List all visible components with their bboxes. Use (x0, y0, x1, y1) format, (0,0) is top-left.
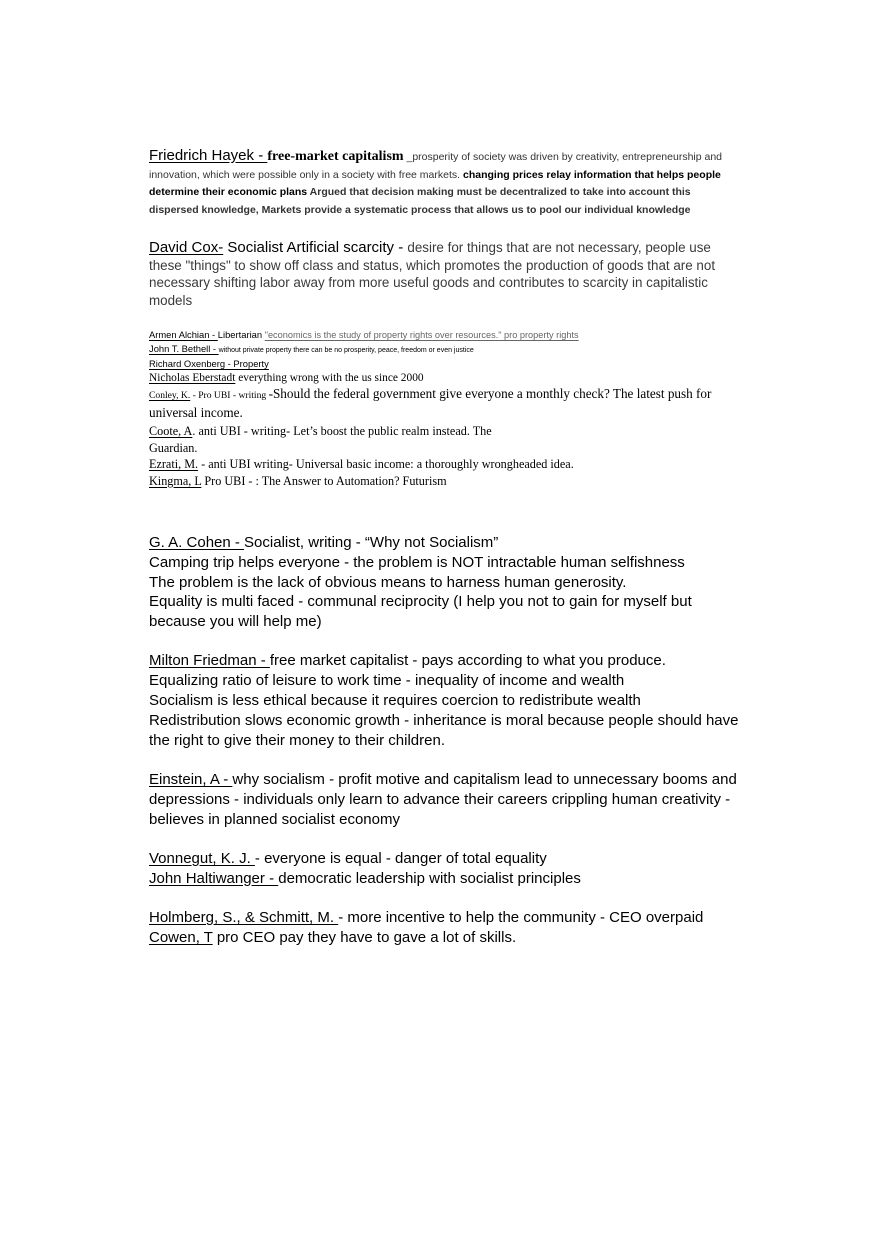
coote-text-2: Guardian. (149, 440, 198, 455)
cohen-line-1 (149, 533, 739, 553)
oxenberg-name: Richard Oxenberg - Property (149, 358, 269, 369)
friedman-line-1-text: free market capitalist - pays according to what you produce. (269, 652, 666, 670)
vonnegut-haltiwanger-section (149, 849, 739, 889)
conley-text: -Should the federal government give everyone a monthly check? The latest push for universal income. (149, 386, 712, 420)
ezrati-text: - anti UBI writing- Universal basic income: a thoroughly wrongheaded idea. (198, 457, 574, 471)
einstein-name: Einstein, A - (149, 770, 233, 788)
cohen-line-3: The problem is the lack of obvious means to harness human generosity. (149, 573, 627, 591)
conley-label: - Pro UBI - writing (190, 390, 269, 401)
cohen-line-2: Camping trip helps everyone - the problem is NOT intractable human selfishness (149, 553, 685, 571)
cox-name: David Cox- (149, 239, 224, 256)
alchian-label: Libertarian (217, 329, 265, 340)
coote-text: . anti UBI - writing- Let’s boost the public realm instead. The (192, 424, 492, 438)
friedman-line-1 (149, 651, 739, 671)
coote-name: Coote, A (149, 424, 193, 438)
holmberg-line (149, 908, 739, 928)
holmberg-name: Holmberg, S., & Schmitt, M. (149, 908, 339, 926)
haltiwanger-text: democratic leadership with socialist principles (278, 869, 581, 887)
cohen-section (149, 533, 739, 632)
vonnegut-line (149, 849, 739, 869)
haltiwanger-name: John Haltiwanger - (149, 869, 279, 887)
cohen-name: G. A. Cohen - (149, 534, 245, 551)
einstein-section (149, 770, 739, 829)
cowen-name: Cowen, T (149, 928, 213, 946)
conley-name: Conley, K. (149, 390, 191, 401)
friedman-line-3: Socialism is less ethical because it requires coercion to redistribute wealth (149, 692, 641, 710)
vonnegut-text: - everyone is equal - danger of total equality (254, 849, 547, 867)
hayek-name: Friedrich Hayek - (149, 147, 268, 164)
cowen-text: pro CEO pay they have to gave a lot of skills. (212, 928, 517, 946)
bethell-row (149, 342, 739, 357)
reference-list (149, 328, 739, 489)
ezrati-name: Ezrati, M. (149, 457, 199, 471)
friedman-section (149, 651, 739, 750)
kingma-name: Kingma, L (149, 473, 202, 488)
hayek-bold-2: Argued that decision making must be decentralized to take into account this dispersed knowledge, Markets provide a systematic process that allows us to pool our individual knowledge (149, 186, 691, 216)
friedman-line-4: Redistribution slows economic growth - inheritance is moral because people should have the right to give their money to their children. (149, 711, 739, 749)
kingma-text: Pro UBI - : The Answer to Automation? Futurism (201, 473, 447, 488)
cox-text: desire for things that are not necessary, people use these "things" to show off class and status, which promotes the production of goods that are not necessary shifting labor away from more useful goods and contributes to scarcity in capitalistic models (149, 240, 716, 308)
eberstadt-row (149, 370, 739, 386)
alchian-row (149, 328, 739, 342)
coote-row-2 (149, 440, 739, 457)
cohen-line-1-text: Socialist, writing - “Why not Socialism” (244, 534, 499, 551)
einstein-text: why socialism - profit motive and capitalism lead to unnecessary booms and depressions - individuals only learn to advance their careers crippling human creativity - believes in planned socialist economy (149, 770, 737, 828)
cowen-line (149, 928, 739, 948)
oxenberg-row (149, 357, 739, 370)
friedman-line-2: Equalizing ratio of leisure to work time - inequality of income and wealth (149, 672, 625, 690)
document-page (149, 147, 739, 948)
haltiwanger-line (149, 869, 739, 889)
coote-row (149, 423, 739, 440)
holmberg-text: - more incentive to help the community - CEO overpaid (338, 908, 704, 926)
hayek-intro: _prosperity of society was driven by creativity, entrepreneurship and innovation, which were possible only in a society with free markets. (149, 151, 723, 181)
eberstadt-name: Nicholas Eberstadt (149, 372, 236, 384)
cox-paragraph (149, 239, 739, 309)
cox-label: Socialist Artificial scarcity - (223, 239, 408, 256)
friedman-name: Milton Friedman - (149, 652, 270, 670)
bethell-name: John T. Bethell - (149, 343, 219, 354)
bethell-text: without private property there can be no prosperity, peace, freedom or even justice (218, 347, 474, 354)
kingma-row (149, 473, 739, 490)
conley-row (149, 386, 739, 421)
ezrati-row (149, 456, 739, 473)
hayek-bold-1: changing prices relay information that helps people determine their economic plans (149, 168, 721, 198)
eberstadt-text: everything wrong with the us since 2000 (235, 372, 424, 384)
hayek-title: free-market capitalism (267, 149, 404, 164)
vonnegut-name: Vonnegut, K. J. (149, 849, 255, 867)
cohen-line-4: Equality is multi faced - communal reciprocity (I help you not to gain for myself but because you will help me) (149, 593, 692, 631)
alchian-quote: "economics is the study of property rights over resources." pro property rights (264, 330, 579, 340)
hayek-paragraph (149, 147, 739, 219)
holmberg-cowen-section (149, 908, 739, 948)
alchian-name: Armen Alchian - (149, 329, 218, 340)
